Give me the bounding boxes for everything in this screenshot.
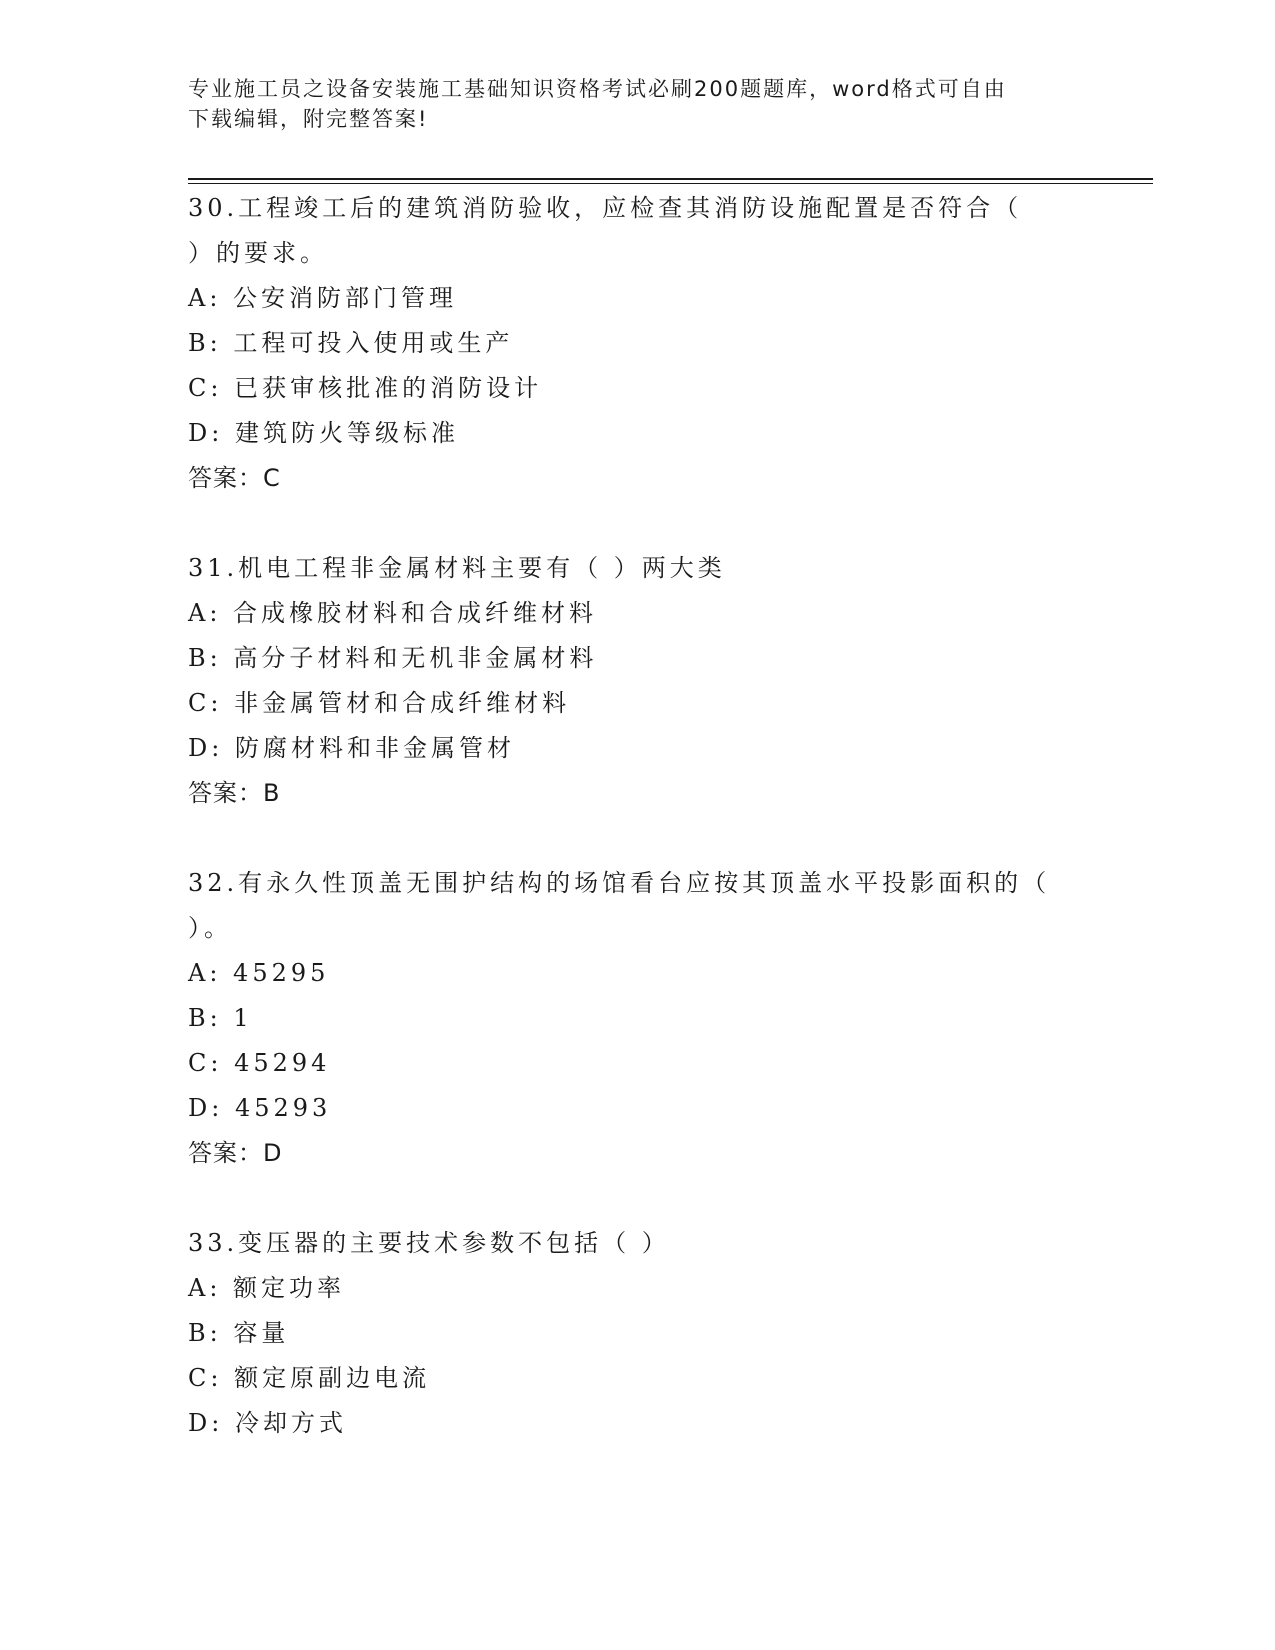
answer-line: 答案：C — [188, 464, 281, 492]
question-31 — [188, 546, 1088, 816]
option-d: D: 建筑防火等级标准 — [188, 419, 459, 447]
question-30 — [188, 186, 1088, 501]
option-b: B: 容量 — [188, 1319, 290, 1347]
option-b: B: 高分子材料和无机非金属材料 — [188, 644, 598, 672]
question-text: 33.变压器的主要技术参数不包括（ ） — [188, 1229, 670, 1257]
option-d: D: 冷却方式 — [188, 1409, 347, 1437]
option-c: C: 已获审核批准的消防设计 — [188, 374, 543, 402]
header-rule-thin — [188, 183, 1153, 184]
option-a: A: 合成橡胶材料和合成纤维材料 — [188, 599, 598, 627]
option-d: D: 45293 — [188, 1094, 332, 1122]
option-c: C: 45294 — [188, 1049, 331, 1077]
option-b: B: 1 — [188, 1004, 253, 1032]
question-text: 31.机电工程非金属材料主要有（ ）两大类 — [188, 554, 726, 582]
option-b: B: 工程可投入使用或生产 — [188, 329, 514, 357]
option-a: A: 公安消防部门管理 — [188, 284, 458, 312]
option-a: A: 45295 — [188, 959, 330, 987]
option-c: C: 非金属管材和合成纤维材料 — [188, 689, 571, 717]
option-d: D: 防腐材料和非金属管材 — [188, 734, 515, 762]
option-c: C: 额定原副边电流 — [188, 1364, 431, 1392]
question-33 — [188, 1221, 1088, 1446]
question-text: 30.工程竣工后的建筑消防验收，应检查其消防设施配置是否符合（ ）的要求。 — [188, 194, 1023, 267]
option-a: A: 额定功率 — [188, 1274, 346, 1302]
question-32 — [188, 861, 1088, 1176]
header-rule-thick — [188, 178, 1153, 180]
document-header: 专业施工员之设备安装施工基础知识资格考试必刷200题题库，word格式可自由 下载编辑，附完整答案! — [188, 77, 1007, 131]
answer-line: 答案：B — [188, 779, 281, 807]
question-list — [188, 186, 1088, 1491]
answer-line: 答案：D — [188, 1139, 283, 1167]
question-text: 32.有永久性顶盖无围护结构的场馆看台应按其顶盖水平投影面积的（ ）。 — [188, 869, 1051, 942]
